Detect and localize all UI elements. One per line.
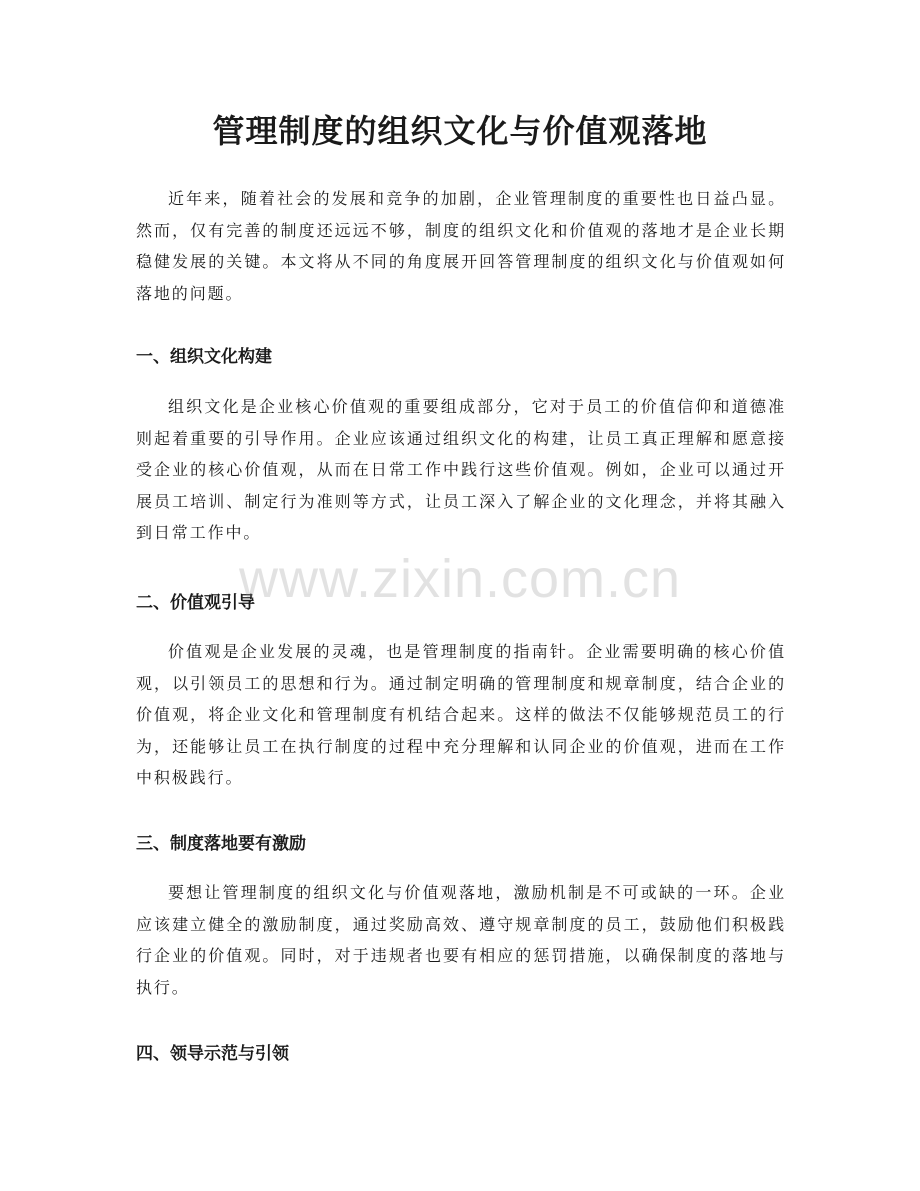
- section-heading: 四、领导示范与引领: [136, 1044, 289, 1064]
- section-heading: 一、组织文化构建: [136, 347, 272, 367]
- section-1: [136, 342, 786, 372]
- section-3-body: [136, 877, 786, 1003]
- intro-block: [136, 183, 786, 309]
- watermark: www.zixin.com.cn: [238, 549, 682, 609]
- section-2: [136, 588, 786, 618]
- document-title: 管理制度的组织文化与价值观落地: [212, 112, 708, 150]
- section-paragraph: 组织文化是企业核心价值观的重要组成部分，它对于员工的价值信仰和道德准则起着重要的引导作用。企业应该通过组织文化的构建，让员工真正理解和愿意接受企业的核心价值观，从而在日常工作中践行这些价值观。例如，企业可以通过开展员工培训、制定行为准则等方式，让员工深入了解企业的文化理念，并将其融入到日常工作中。: [136, 397, 786, 542]
- section-heading: 二、价值观引导: [136, 593, 255, 613]
- section-paragraph: 价值观是企业发展的灵魂，也是管理制度的指南针。企业需要明确的核心价值观，以引领员工的思想和行为。通过制定明确的管理制度和规章制度，结合企业的价值观，将企业文化和管理制度有机结合起来。这样的做法不仅能够规范员工的行为，还能够让员工在执行制度的过程中充分理解和认同企业的价值观，进而在工作中积极践行。: [136, 642, 786, 787]
- section-1-body: [136, 391, 786, 549]
- section-4: [136, 1039, 786, 1069]
- section-3: [136, 829, 786, 859]
- section-2-body: [136, 636, 786, 794]
- intro-paragraph: 近年来，随着社会的发展和竞争的加剧，企业管理制度的重要性也日益凸显。然而，仅有完善的制度还远远不够，制度的组织文化和价值观的落地才是企业长期稳健发展的关键。本文将从不同的角度展开回答管理制度的组织文化与价值观如何落地的问题。: [136, 189, 786, 303]
- section-heading: 三、制度落地要有激励: [136, 834, 306, 854]
- section-paragraph: 要想让管理制度的组织文化与价值观落地，激励机制是不可或缺的一环。企业应该建立健全的激励制度，通过奖励高效、遵守规章制度的员工，鼓励他们积极践行企业的价值观。同时，对于违规者也要有相应的惩罚措施，以确保制度的落地与执行。: [136, 883, 786, 997]
